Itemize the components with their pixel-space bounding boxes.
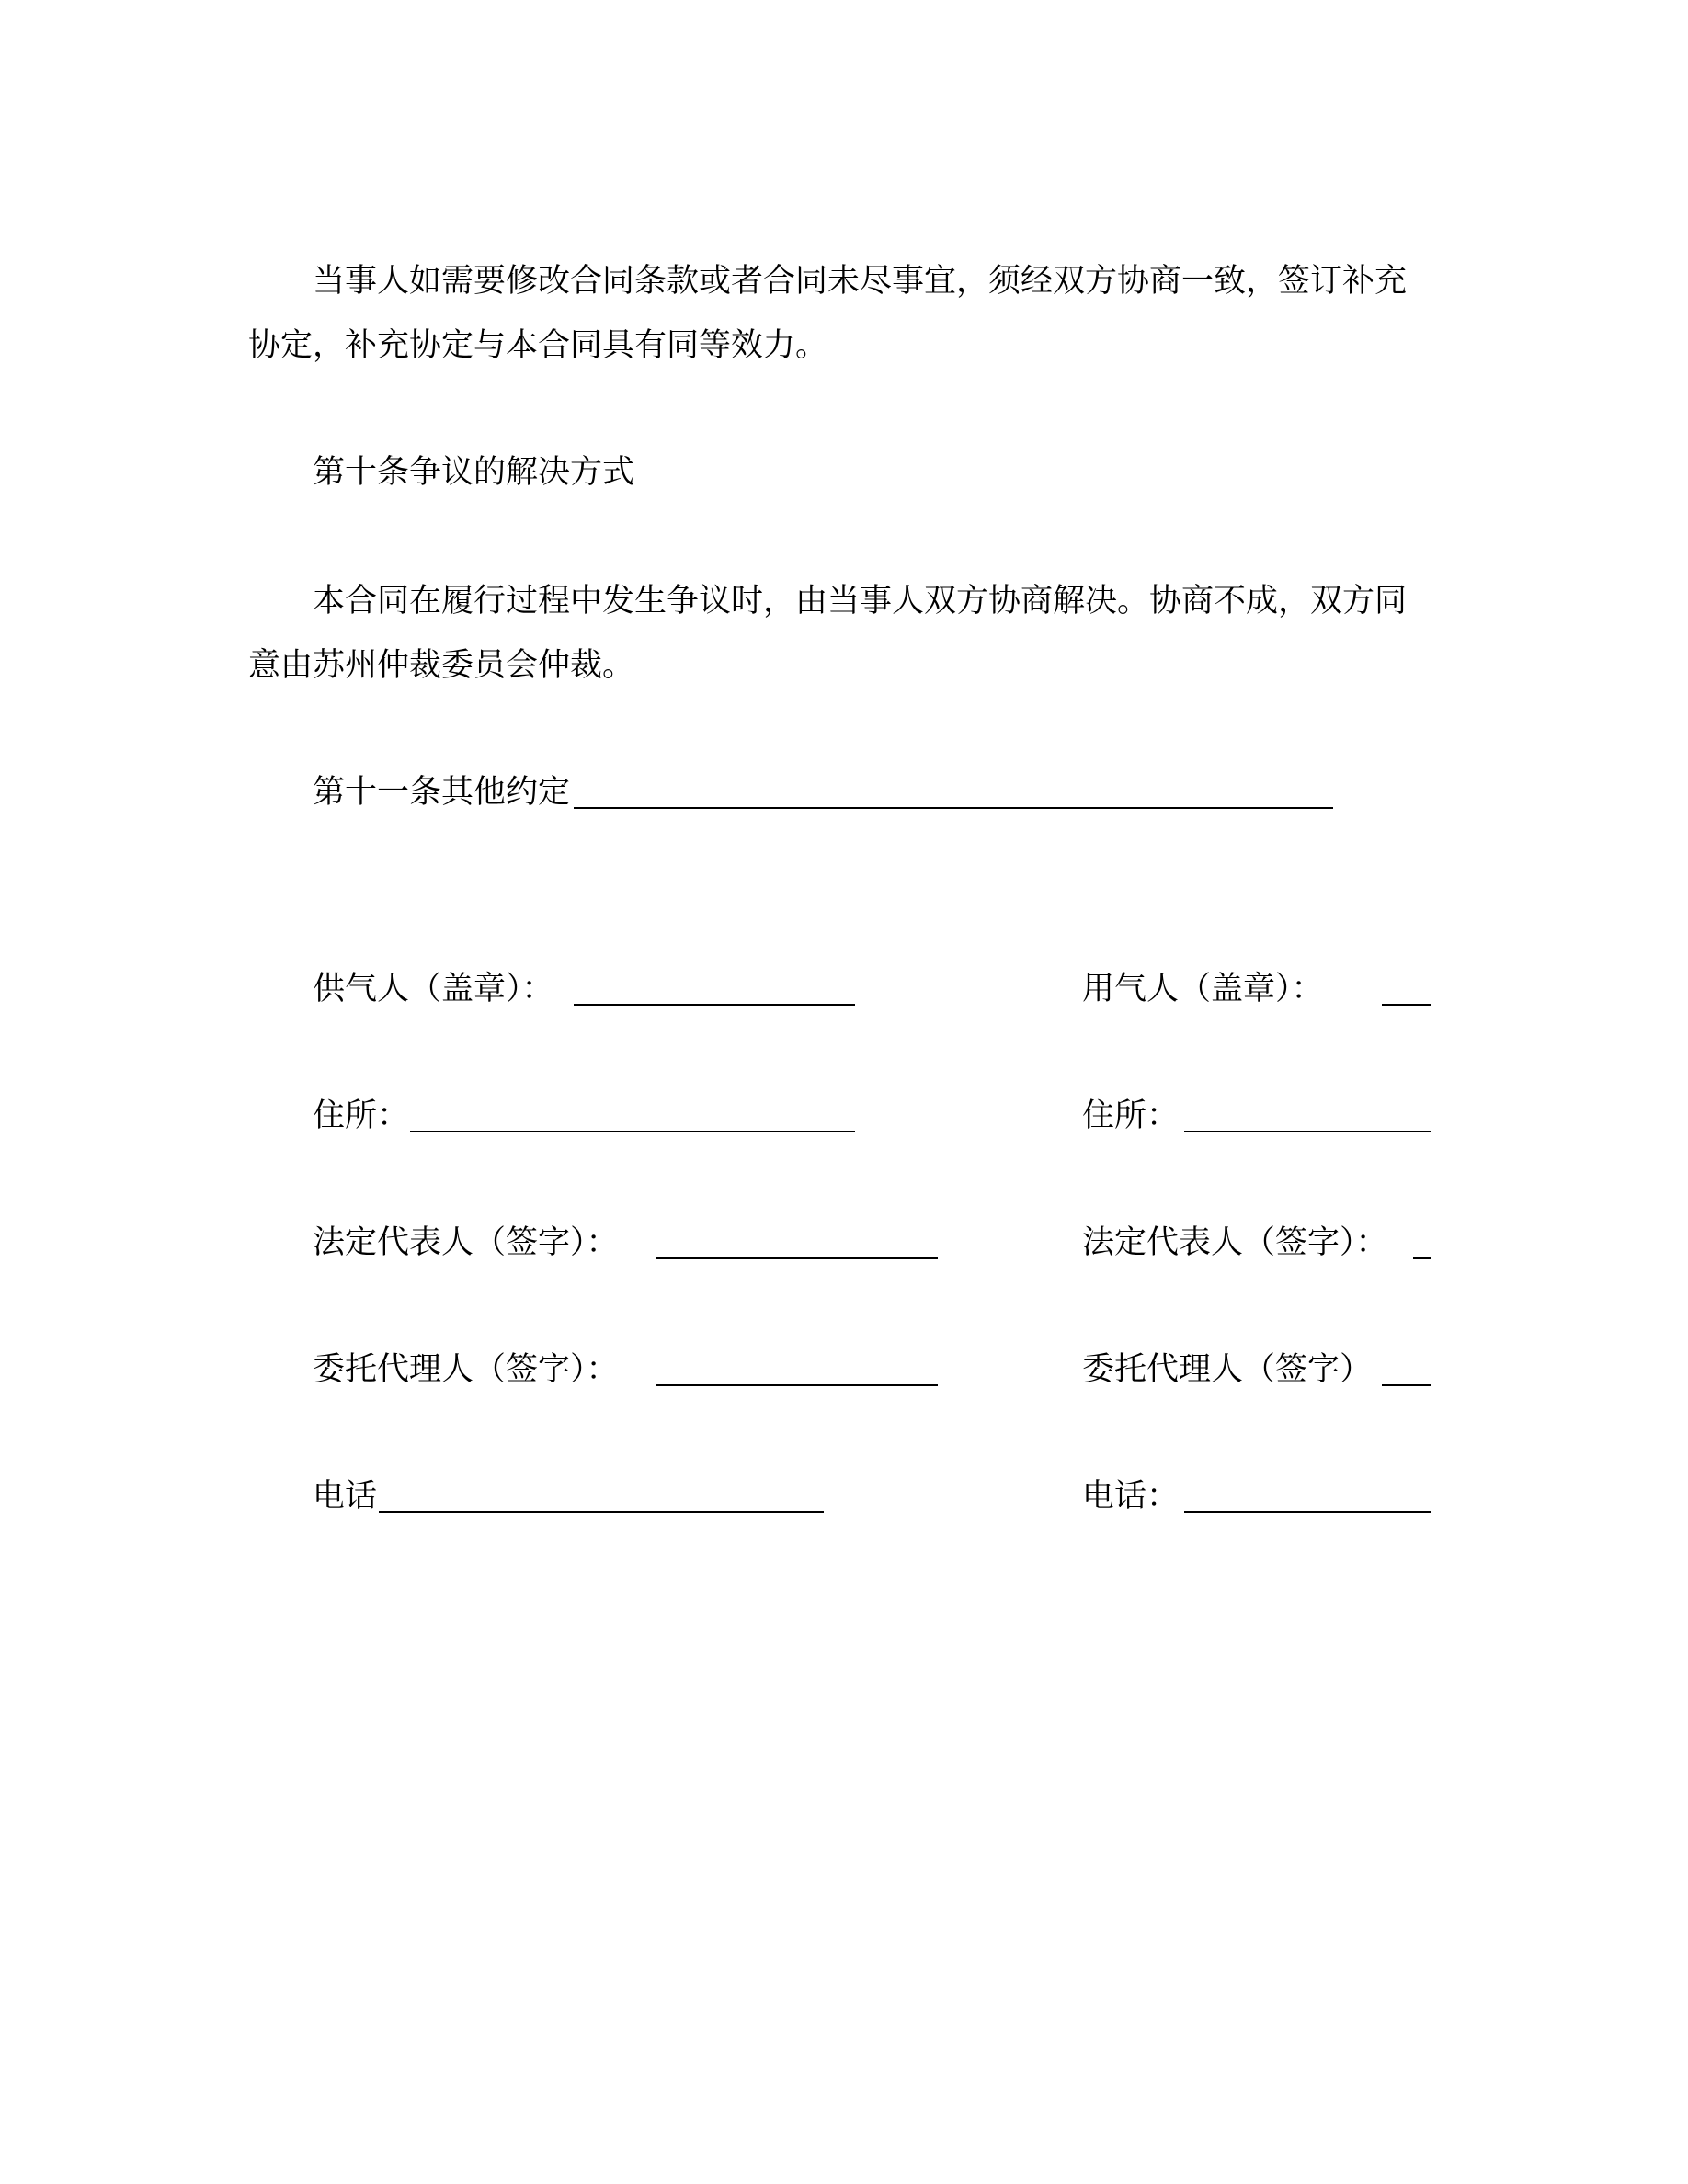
consumer-legal-rep-blank xyxy=(1413,1257,1431,1259)
supplier-legal-rep-blank xyxy=(656,1257,938,1259)
amendment-paragraph-line-1: 当事人如需要修改合同条款或者合同未尽事宜，须经双方协商一致，签订补充 xyxy=(313,263,1408,300)
supplier-address-blank xyxy=(410,1131,855,1132)
supplier-agent-blank xyxy=(656,1384,938,1386)
article-eleven-heading: 第十一条其他约定 xyxy=(313,774,571,811)
amendment-paragraph-line-2: 协定，补充协定与本合同具有同等效力。 xyxy=(248,327,828,364)
article-eleven-blank xyxy=(574,807,1333,809)
consumer-phone-label: 电话： xyxy=(1082,1478,1180,1515)
article-ten-heading: 第十条争议的解决方式 xyxy=(313,454,635,491)
consumer-legal-rep-label: 法定代表人（签字）： xyxy=(1082,1224,1388,1261)
consumer-agent-blank xyxy=(1382,1384,1431,1386)
article-ten-line-1: 本合同在履行过程中发生争议时，由当事人双方协商解决。协商不成，双方同 xyxy=(313,583,1408,620)
consumer-seal-label: 用气人（盖章）： xyxy=(1082,971,1324,1007)
supplier-legal-rep-label: 法定代表人（签字）： xyxy=(313,1224,619,1261)
supplier-address-label: 住所： xyxy=(313,1098,410,1134)
supplier-seal-blank xyxy=(574,1004,855,1006)
supplier-seal-label: 供气人（盖章）： xyxy=(313,971,554,1007)
consumer-address-label: 住所： xyxy=(1082,1098,1180,1134)
supplier-agent-label: 委托代理人（签字）： xyxy=(313,1351,619,1388)
consumer-seal-blank xyxy=(1382,1004,1431,1006)
article-ten-line-2: 意由苏州仲裁委员会仲裁。 xyxy=(248,647,635,684)
supplier-phone-label: 电话 xyxy=(313,1478,378,1515)
consumer-address-blank xyxy=(1184,1131,1431,1132)
supplier-phone-blank xyxy=(379,1511,824,1513)
consumer-agent-label: 委托代理人（签字） xyxy=(1082,1351,1373,1388)
consumer-phone-blank xyxy=(1184,1511,1431,1513)
